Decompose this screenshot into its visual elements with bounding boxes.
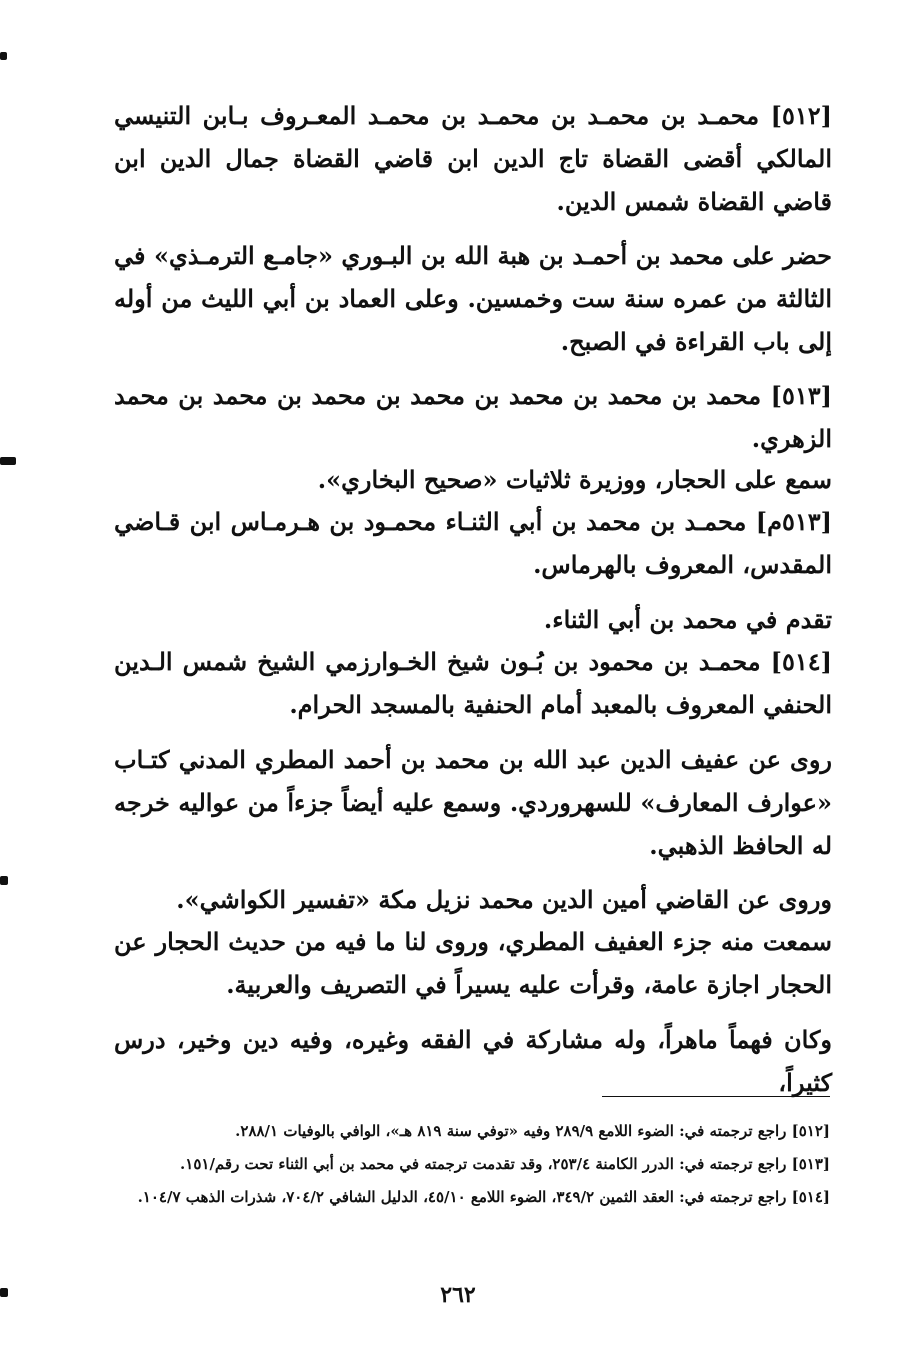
entry-512-heading: [٥١٢] محمـد بن محمـد بن محمـد بن محمـد المعـروف بـابن التنيسي المالكي أقضى القضاة تاج الدين ابن قاضي القضاة جمال الدين ابن قاضي القضاة شمس الدين. <box>114 101 832 216</box>
footnote-divider <box>602 1096 830 1097</box>
footnote-514: [٥١٤] راجع ترجمته في: العقد الثمين ٣٤٩/٢، الضوء اللامع ٤٥/١٠، الدليل الشافي ٧٠٤/٢، شذرات الذهب ١٠٤/٧. <box>137 1188 830 1206</box>
entry-514-body-3: سمعت منه جزء العفيف المطري، وروى لنا ما فيه من حديث الحجار عن الحجار اجازة عامة، وقرأت عليه يسيراً في التصريف والعربية. <box>114 927 832 999</box>
scan-mark <box>0 457 16 465</box>
entry-514-body-1: روى عن عفيف الدين عبد الله بن محمد بن أحمد المطري المدني كتـاب «عوارف المعارف» للسهروردي. وسمع عليه أيضاً جزءاً من عواليه خرجه له الحافظ الذهبي. <box>114 745 832 860</box>
entry-513m-heading: [٥١٣م] محمـد بن محمد بن أبي الثنـاء محمـود بن هـرمـاس ابن قـاضي المقدس، المعروف بالهرماس. <box>114 507 832 579</box>
footnote-513: [٥١٣] راجع ترجمته في: الدرر الكامنة ٢٥٣/٤، وقد تقدمت ترجمته في محمد بن أبي الثناء تحت رقم/١٥١. <box>180 1155 830 1173</box>
entry-513-body: سمع على الحجار، ووزيرة ثلاثيات «صحيح البخاري». <box>317 465 832 494</box>
entry-513-heading: [٥١٣] محمد بن محمد بن محمد بن محمد بن محمد بن محمد بن محمد الزهري. <box>114 381 832 453</box>
entry-514-body-4: وكان فهماً ماهراً، وله مشاركة في الفقه وغيره، وفيه دين وخير، درس كثيراً، <box>114 1025 832 1097</box>
entry-514-heading: [٥١٤] محمـد بن محمود بن بُـون شيخ الخـوارزمي الشيخ شمس الـدين الحنفي المعروف بالمعبد أمام الحنفية بالمسجد الحرام. <box>114 647 832 719</box>
page-number: ٢٦٢ <box>440 1282 476 1308</box>
scan-mark <box>0 52 7 60</box>
entry-513m-body: تقدم في محمد بن أبي الثناء. <box>543 605 832 634</box>
footnote-512: [٥١٢] راجع ترجمته في: الضوء اللامع ٢٨٩/٩ وفيه «توفي سنة ٨١٩ هـ»، الوافي بالوفيات ٢٨٨/١. <box>235 1122 830 1140</box>
entry-512-body: حضر على محمد بن أحمـد بن هبة الله بن البـوري «جامـع الترمـذي» في الثالثة من عمره سنة ست وخمسين. وعلى العماد بن أبي الليث من أوله إلى باب القراءة في الصبح. <box>114 241 832 356</box>
entry-514-body-2: وروى عن القاضي أمين الدين محمد نزيل مكة «تفسير الكواشي». <box>176 885 832 914</box>
scan-mark <box>0 876 8 885</box>
scan-mark <box>0 1288 8 1297</box>
